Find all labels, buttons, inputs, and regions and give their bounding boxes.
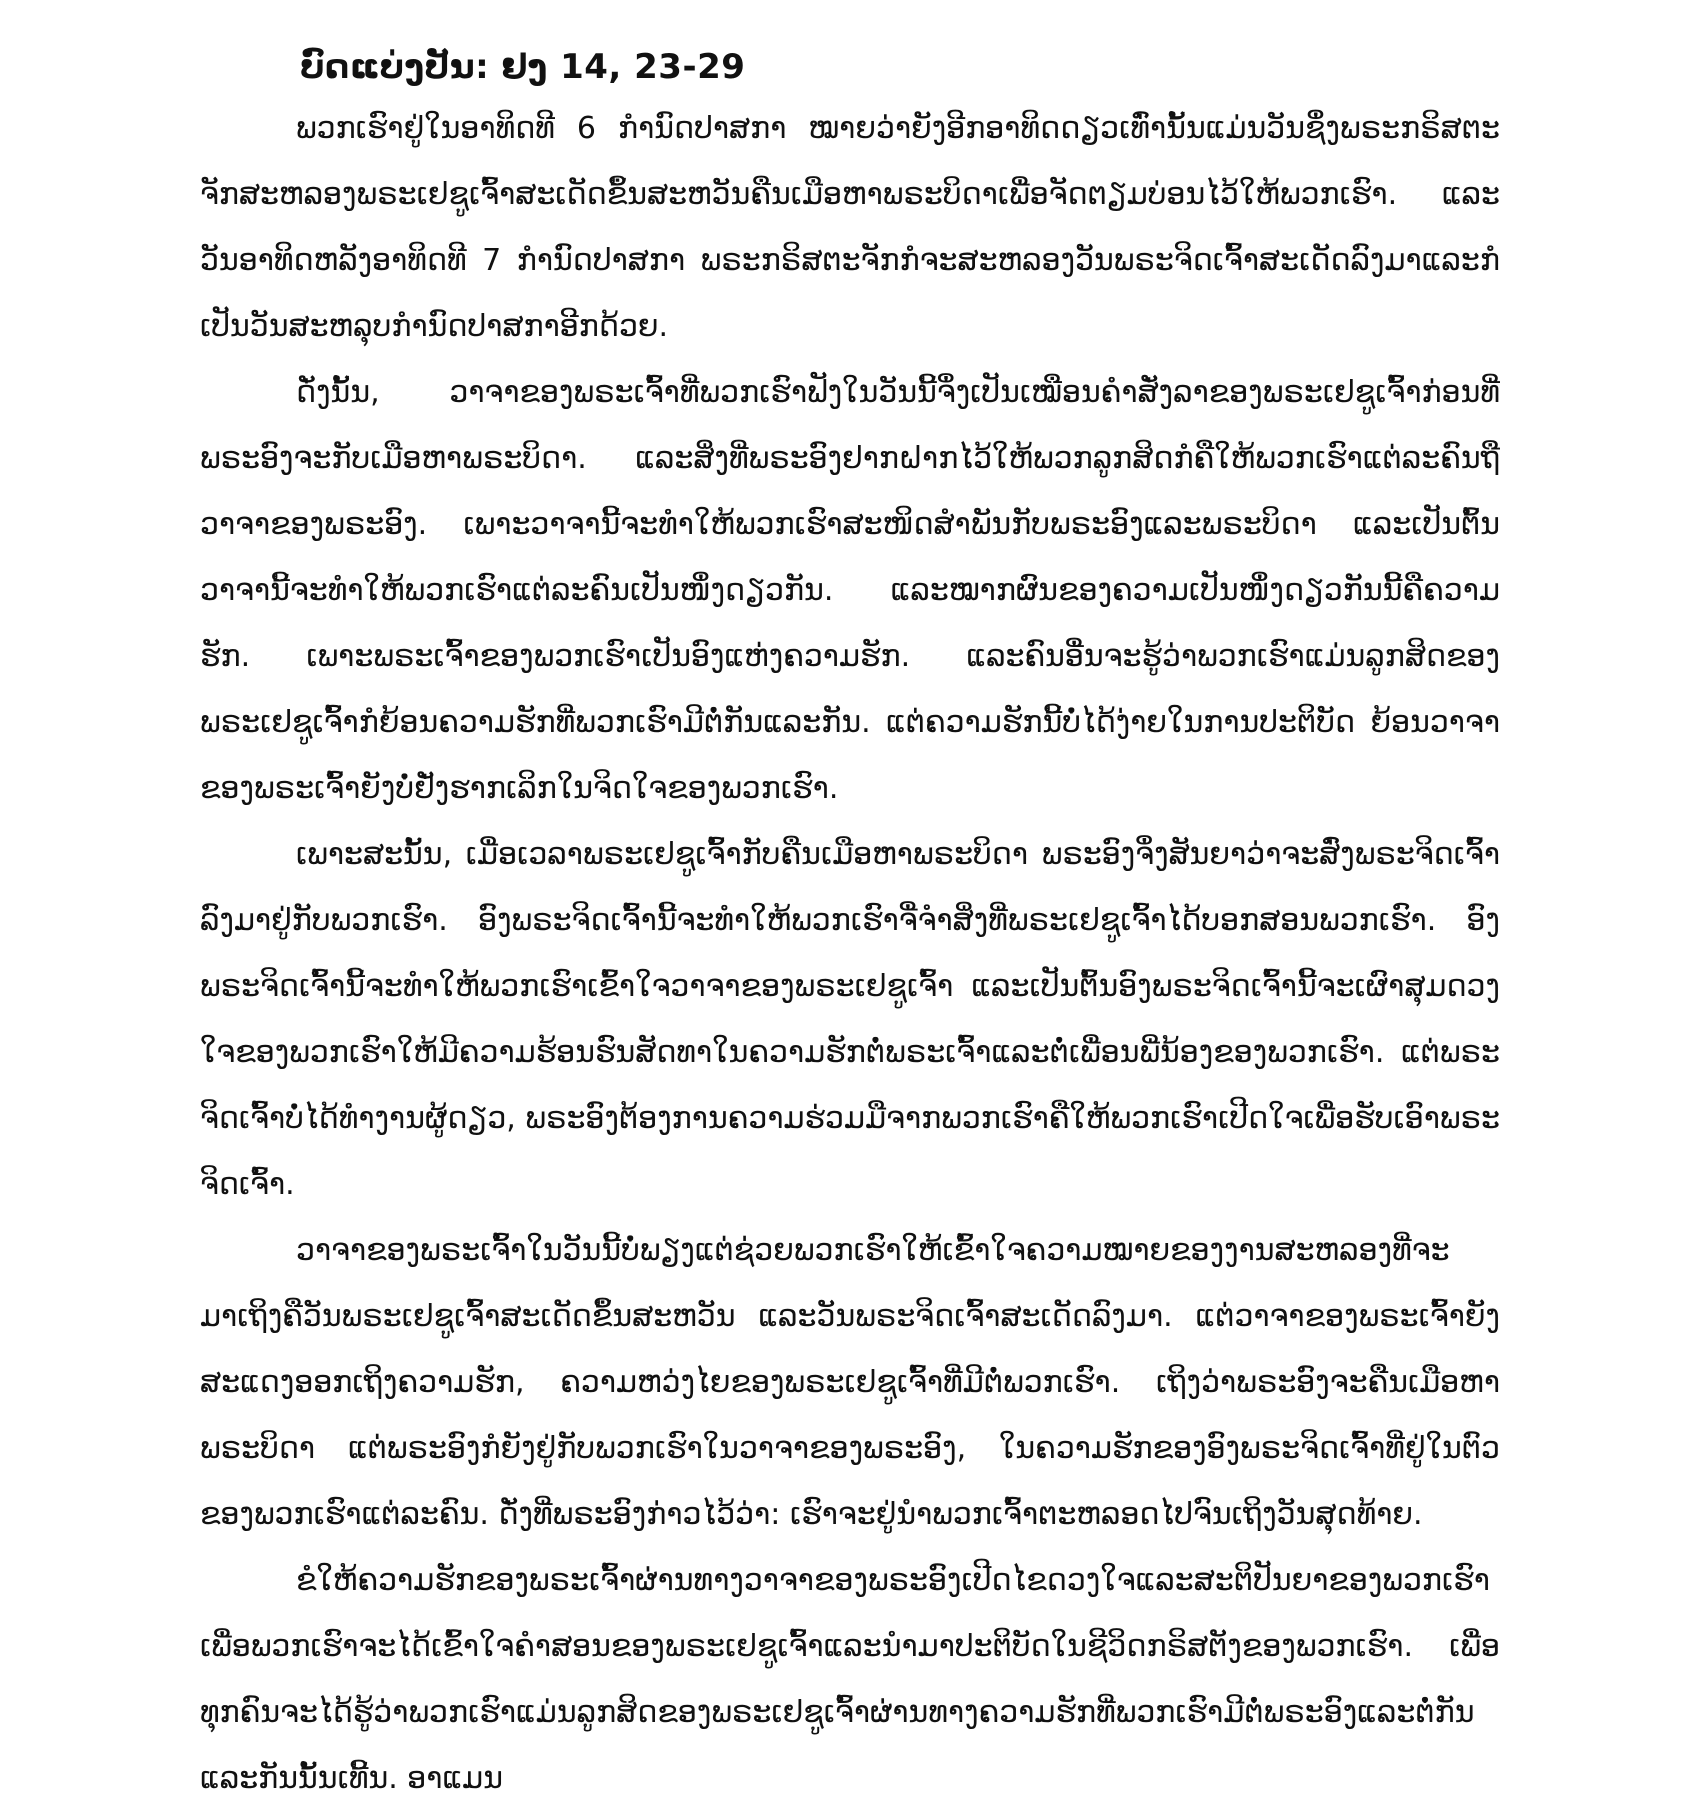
paragraph-2: ດັ່ງນັ້ນ, ວາຈາຂອງພຣະເຈົ້າທີ່ພວກເຮົາຟັງໃນວັນນີ້ຈຶ່ງເປັນເໝືອນຄຳສັ່ງລາຂອງພຣະເຢຊູເຈົ້າກ່ອນທີ່ພຣະອົງຈະກັບເມືອຫາພຣະບິດາ. ແລະສິ່ງທີ່ພຣະອົງຢາກຝາກໄວ້ໃຫ້ພວກລູກສິດກໍຄືໃຫ້ພວກເຮົາແຕ່ລະຄົນຖືວາຈາຂອງພຣະອົງ. ເພາະວາຈານີ້ຈະທຳໃຫ້ພວກເຮົາສະໜິດສຳພັນກັບພຣະອົງແລະພຣະບິດາ ແລະເປັນຕົ້ນວາຈານີ້ຈະທຳໃຫ້ພວກເຮົາແຕ່ລະຄົນເປັນໜຶ່ງດຽວກັນ. ແລະໝາກຜົນຂອງຄວາມເປັນໜຶ່ງດຽວກັນນີ້ຄືຄວາມຮັກ. ເພາະພຣະເຈົ້າຂອງພວກເຮົາເປັນອົງແຫ່ງຄວາມຮັກ. ແລະຄົນອື່ນຈະຮູ້ວ່າພວກເຮົາແມ່ນລູກສິດຂອງພຣະເຢຊູເຈົ້າກໍຍ້ອນຄວາມຮັກທີ່ພວກເຮົາມີຕໍ່ກັນແລະກັນ. ແຕ່ຄວາມຮັກນີ້ບໍ່ໄດ້ງ່າຍໃນການປະຕິບັດ ຍ້ອນວາຈາຂອງພຣະເຈົ້າຍັງບໍ່ຢັ່ງຮາກເລິກໃນຈິດໃຈຂອງພວກເຮົາ. xyxy=(200,375,1500,806)
paragraph-1: ພວກເຮົາຢູ່ໃນອາທິດທີ 6 ກຳນົດປາສກາ ໝາຍວ່າຍັງອີກອາທິດດຽວເທົ່ານັ້ນແມ່ນວັນຊຶ່ງພຣະກຣິສຕະຈັກສະຫລອງພຣະເຢຊູເຈົ້າສະເດັດຂຶ້ນສະຫວັນຄືນເມືອຫາພຣະບິດາເພື່ອຈັດຕຽມບ່ອນໄວ້ໃຫ້ພວກເຮົາ. ແລະວັນອາທິດຫລັງອາທິດທີ 7 ກຳນົດປາສກາ ພຣະກຣິສຕະຈັກກໍຈະສະຫລອງວັນພຣະຈິດເຈົ້າສະເດັດລົງມາແລະກໍເປັນວັນສະຫລຸບກຳນົດປາສກາອີກດ້ວຍ. xyxy=(200,111,1500,344)
document-title: ບົດແບ່ງປັນ: ຢງ 14, 23-29 xyxy=(300,47,746,87)
paragraph-5: ຂໍໃຫ້ຄວາມຮັກຂອງພຣະເຈົ້າຜ່ານທາງວາຈາຂອງພຣະອົງເປີດໄຂດວງໃຈແລະສະຕິປັນຍາຂອງພວກເຮົາ ເພື່ອພວກເຮົາຈະໄດ້ເຂົ້າໃຈຄຳສອນຂອງພຣະເຢຊູເຈົ້າແລະນຳມາປະຕິບັດໃນຊີວິດກຣິສຕັງຂອງພວກເຮົາ. ເພື່ອທຸກຄົນຈະໄດ້ຮູ້ວ່າພວກເຮົາແມ່ນລູກສິດຂອງພຣະເຢຊູເຈົ້າຜ່ານທາງຄວາມຮັກທີ່ພວກເຮົາມີຕໍ່ພຣະອົງແລະຕໍ່ກັນແລະກັນນັ້ນເທີ້ນ. ອາແມນ xyxy=(200,1563,1500,1796)
document-page xyxy=(200,42,1500,1812)
paragraph-4: ວາຈາຂອງພຣະເຈົ້າໃນວັນນີ້ບໍ່ພຽງແຕ່ຊ່ວຍພວກເຮົາໃຫ້ເຂົ້າໃຈຄວາມໝາຍຂອງງານສະຫລອງທີ່ຈະມາເຖິງຄືວັນພຣະເຢຊູເຈົ້າສະເດັດຂຶ້ນສະຫວັນ ແລະວັນພຣະຈິດເຈົ້າສະເດັດລົງມາ. ແຕ່ວາຈາຂອງພຣະເຈົ້າຍັງສະແດງອອກເຖິງຄວາມຮັກ, ຄວາມຫວ່ງໄຍຂອງພຣະເຢຊູເຈົ້າທີ່ມີຕໍ່ພວກເຮົາ. ເຖິງວ່າພຣະອົງຈະຄືນເມືອຫາພຣະບິດາ ແຕ່ພຣະອົງກໍຍັງຢູ່ກັບພວກເຮົາໃນວາຈາຂອງພຣະອົງ, ໃນຄວາມຮັກຂອງອົງພຣະຈິດເຈົ້າທີ່ຢູ່ໃນຕົວຂອງພວກເຮົາແຕ່ລະຄົນ. ດັ່ງທີ່ພຣະອົງກ່າວໄວ້ວ່າ: ເຮົາຈະຢູ່ນຳພວກເຈົ້າຕະຫລອດໄປຈົນເຖິງວັນສຸດທ້າຍ. xyxy=(200,1233,1500,1532)
paragraph-3: ເພາະສະນັ້ນ, ເມື່ອເວລາພຣະເຢຊູເຈົ້າກັບຄືນເມືອຫາພຣະບິດາ ພຣະອົງຈຶ່ງສັນຍາວ່າຈະສົ່ງພຣະຈິດເຈົ້າລົງມາຢູ່ກັບພວກເຮົາ. ອົງພຣະຈິດເຈົ້ານີ້ຈະທຳໃຫ້ພວກເຮົາຈື່ຈຳສິ່ງທີ່ພຣະເຢຊູເຈົ້າໄດ້ບອກສອນພວກເຮົາ. ອົງພຣະຈິດເຈົ້ານີ້ຈະທຳໃຫ້ພວກເຮົາເຂົ້າໃຈວາຈາຂອງພຣະເຢຊູເຈົ້າ ແລະເປັນຕົ້ນອົງພຣະຈິດເຈົ້ານີ້ຈະເຜົາສຸມດວງໃຈຂອງພວກເຮົາໃຫ້ມີຄວາມຮ້ອນຮົນສັດທາໃນຄວາມຮັກຕໍ່ພຣະເຈົ້າແລະຕໍ່ເພື່ອນພີ່ນ້ອງຂອງພວກເຮົາ. ແຕ່ພຣະຈິດເຈົ້າບໍ່ໄດ້ທຳງານຜູ້ດຽວ, ພຣະອົງຕ້ອງການຄວາມຮ່ວມມືຈາກພວກເຮົາຄືໃຫ້ພວກເຮົາເປີດໃຈເພື່ອຮັບເອົາພຣະຈິດເຈົ້າ. xyxy=(200,837,1500,1202)
